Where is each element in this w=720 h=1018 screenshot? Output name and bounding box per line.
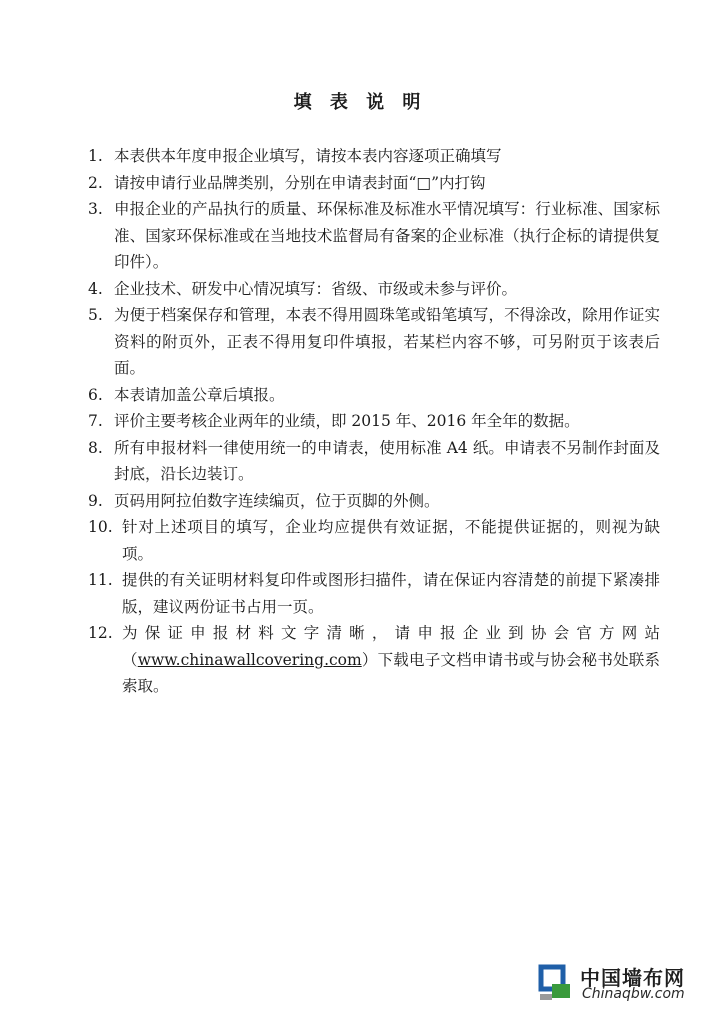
item-text: 提供的有关证明材料复印件或图形扫描件，请在保证内容清楚的前提下紧凑排版，建议两份证书占用一页。 — [122, 571, 660, 616]
watermark-site-name: 中国墙布网 — [580, 966, 685, 990]
item-number: 2. — [88, 173, 103, 192]
list-item — [88, 196, 660, 276]
item-number: 6. — [88, 385, 103, 404]
list-item — [88, 382, 660, 409]
item-text: 本表请加盖公章后填报。 — [114, 385, 285, 404]
item-number: 8. — [88, 438, 103, 457]
website-url-link[interactable]: www.chinawallcovering.com — [137, 650, 362, 669]
list-item — [88, 620, 660, 700]
list-item — [88, 567, 660, 620]
instruction-list — [88, 143, 660, 700]
item-text-before-url: 为保证申报材料文字清晰，请申报企业到协会官方网站（ — [122, 624, 660, 669]
item-number: 9. — [88, 491, 103, 510]
watermark-domain: Chinaqbw.com — [582, 986, 685, 1002]
item-text: 评价主要考核企业两年的业绩，即 2015 年、2016 年全年的数据。 — [114, 412, 580, 430]
list-item — [88, 276, 660, 303]
site-watermark-logo — [538, 962, 708, 1004]
item-number: 4. — [88, 279, 103, 298]
list-item — [88, 170, 660, 197]
item-text: 本表供本年度申报企业填写，请按本表内容逐项正确填写 — [114, 147, 502, 165]
list-item — [88, 514, 660, 567]
item-text — [122, 620, 660, 700]
item-number: 5. — [88, 306, 103, 324]
list-item — [88, 488, 660, 515]
document-title: 填 表 说 明 — [293, 92, 427, 113]
item-text: 针对上述项目的填写，企业均应提供有效证据，不能提供证据的，则视为缺项。 — [122, 518, 660, 563]
item-text: 页码用阿拉伯数字连续编页，位于页脚的外侧。 — [114, 491, 440, 510]
item-number: 10. — [88, 518, 113, 536]
list-item — [88, 408, 660, 435]
item-number: 3. — [88, 200, 103, 218]
item-number: 7. — [88, 412, 103, 430]
item-text: 所有申报材料一律使用统一的申请表，使用标准 A4 纸。申请表不另制作封面及封底，沿长边装订。 — [114, 438, 660, 483]
item-number: 11. — [88, 571, 113, 589]
list-item — [88, 143, 660, 170]
list-item — [88, 435, 660, 488]
item-text-after-url: ）下载电子文档申请书或与协会秘书处联系索取。 — [122, 650, 660, 695]
item-text: 企业技术、研发中心情况填写：省级、市级或未参与评价。 — [114, 279, 518, 298]
item-number: 12. — [88, 624, 113, 642]
item-text: 请按申请行业品牌类别，分别在申请表封面“□”内打钩 — [114, 173, 486, 192]
item-text: 为便于档案保存和管理，本表不得用圆珠笔或铅笔填写，不得涂改，除用作证实资料的附页外，正表不得用复印件填报，若某栏内容不够，可另附页于该表后面。 — [114, 306, 660, 377]
square-logo-icon — [538, 964, 574, 1002]
item-text: 申报企业的产品执行的质量、环保标准及标准水平情况填写：行业标准、国家标准、国家环保标准或在当地技术监督局有备案的企业标准（执行企标的请提供复印件）。 — [114, 200, 660, 271]
item-number: 1. — [88, 147, 103, 165]
list-item — [88, 302, 660, 382]
